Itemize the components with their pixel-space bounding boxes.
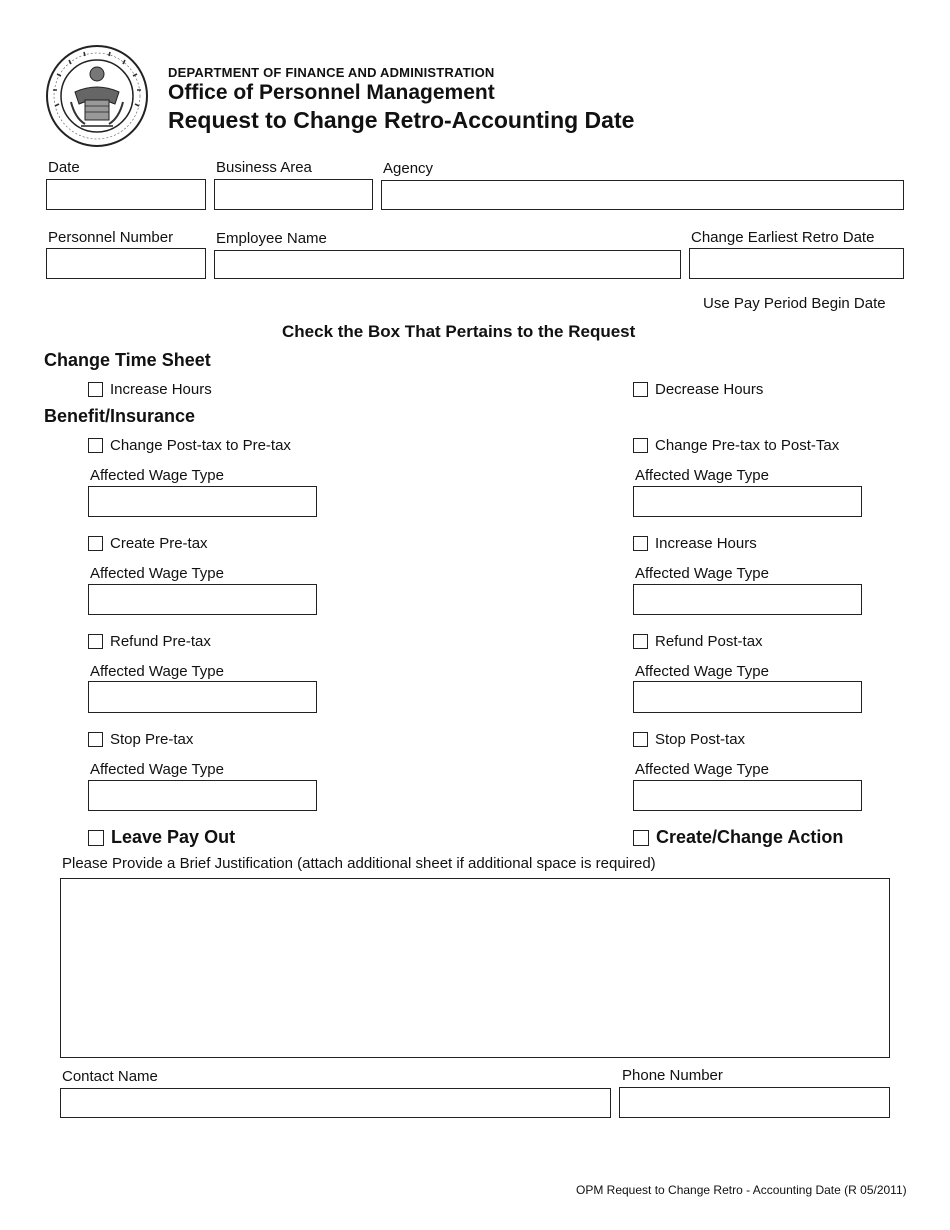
- wage-type-field-post-to-pre[interactable]: [88, 486, 317, 517]
- leave-pay-out-label: Leave Pay Out: [111, 827, 236, 847]
- post-to-pre-tax-option[interactable]: [88, 437, 291, 454]
- wage-type-label: Affected Wage Type: [90, 761, 224, 778]
- wage-type-label: Affected Wage Type: [90, 565, 224, 582]
- agency-label: Agency: [383, 160, 434, 177]
- create-pre-tax-option[interactable]: [88, 535, 208, 552]
- wage-type-label: Affected Wage Type: [635, 761, 769, 778]
- refund-post-tax-label: Refund Post-tax: [655, 633, 763, 650]
- stop-post-tax-checkbox[interactable]: [633, 732, 648, 747]
- contact-name-label: Contact Name: [62, 1068, 158, 1085]
- refund-post-tax-checkbox[interactable]: [633, 634, 648, 649]
- wage-type-field-refund-pre[interactable]: [88, 681, 317, 713]
- business-area-label: Business Area: [216, 159, 312, 176]
- decrease-hours-label: Decrease Hours: [655, 381, 764, 398]
- refund-pre-tax-checkbox[interactable]: [88, 634, 103, 649]
- decrease-hours-checkbox[interactable]: [633, 382, 648, 397]
- increase-hours-label: Increase Hours: [110, 381, 212, 398]
- benefit-increase-hours-option[interactable]: [633, 535, 757, 552]
- earliest-retro-date-label: Change Earliest Retro Date: [691, 229, 875, 246]
- earliest-retro-date-field[interactable]: [689, 248, 904, 279]
- pre-to-post-tax-checkbox[interactable]: [633, 438, 648, 453]
- post-to-pre-tax-label: Change Post-tax to Pre-tax: [110, 437, 291, 454]
- personnel-number-field[interactable]: [46, 248, 206, 279]
- decrease-hours-option[interactable]: [633, 381, 763, 398]
- refund-pre-tax-label: Refund Pre-tax: [110, 633, 211, 650]
- create-pre-tax-label: Create Pre-tax: [110, 535, 208, 552]
- contact-name-field[interactable]: [60, 1088, 611, 1118]
- wage-type-label: Affected Wage Type: [90, 663, 224, 680]
- wage-type-label: Affected Wage Type: [635, 663, 769, 680]
- stop-pre-tax-checkbox[interactable]: [88, 732, 103, 747]
- stop-pre-tax-option[interactable]: [88, 731, 193, 748]
- create-change-action-label: Create/Change Action: [656, 827, 844, 847]
- employee-name-field[interactable]: [214, 250, 681, 279]
- form-title: Request to Change Retro-Accounting Date: [168, 107, 635, 133]
- business-area-field[interactable]: [214, 179, 373, 210]
- create-change-action-checkbox[interactable]: [633, 830, 649, 846]
- wage-type-field-increase-hours[interactable]: [633, 584, 862, 615]
- justification-label: Please Provide a Brief Justification (attach additional sheet if additional space is required): [62, 855, 656, 872]
- pay-period-note: Use Pay Period Begin Date: [703, 295, 886, 312]
- department-heading: DEPARTMENT OF FINANCE AND ADMINISTRATION: [168, 65, 495, 80]
- pre-to-post-tax-label: Change Pre-tax to Post-Tax: [655, 437, 840, 454]
- instruction-heading: Check the Box That Pertains to the Request: [282, 322, 636, 341]
- increase-hours-option[interactable]: [88, 381, 212, 398]
- create-change-action-option[interactable]: [633, 827, 843, 848]
- wage-type-field-refund-post[interactable]: [633, 681, 862, 713]
- wage-type-label: Affected Wage Type: [635, 565, 769, 582]
- create-pre-tax-checkbox[interactable]: [88, 536, 103, 551]
- time-sheet-heading: Change Time Sheet: [44, 350, 211, 370]
- employee-name-label: Employee Name: [216, 230, 327, 247]
- date-field[interactable]: [46, 179, 206, 210]
- stop-pre-tax-label: Stop Pre-tax: [110, 731, 194, 748]
- wage-type-field-create-pre[interactable]: [88, 584, 317, 615]
- wage-type-field-stop-pre[interactable]: [88, 780, 317, 811]
- form-footer: OPM Request to Change Retro - Accounting Date (R 05/2011): [576, 1183, 907, 1197]
- justification-textarea[interactable]: [60, 878, 890, 1058]
- increase-hours-checkbox[interactable]: [88, 382, 103, 397]
- state-seal-logo: [45, 44, 149, 148]
- refund-post-tax-option[interactable]: [633, 633, 763, 650]
- stop-post-tax-option[interactable]: [633, 731, 745, 748]
- leave-pay-out-option[interactable]: [88, 827, 235, 848]
- refund-pre-tax-option[interactable]: [88, 633, 211, 650]
- leave-pay-out-checkbox[interactable]: [88, 830, 104, 846]
- wage-type-field-stop-post[interactable]: [633, 780, 862, 811]
- date-label: Date: [48, 159, 80, 176]
- phone-number-label: Phone Number: [622, 1067, 723, 1084]
- personnel-number-label: Personnel Number: [48, 229, 174, 246]
- wage-type-label: Affected Wage Type: [635, 467, 769, 484]
- stop-post-tax-label: Stop Post-tax: [655, 731, 746, 748]
- benefit-increase-hours-checkbox[interactable]: [633, 536, 648, 551]
- office-heading: Office of Personnel Management: [168, 81, 495, 104]
- benefit-increase-hours-label: Increase Hours: [655, 535, 757, 552]
- phone-number-field[interactable]: [619, 1087, 890, 1118]
- pre-to-post-tax-option[interactable]: [633, 437, 839, 454]
- agency-field[interactable]: [381, 180, 904, 210]
- wage-type-field-pre-to-post[interactable]: [633, 486, 862, 517]
- benefit-heading: Benefit/Insurance: [44, 406, 196, 426]
- post-to-pre-tax-checkbox[interactable]: [88, 438, 103, 453]
- wage-type-label: Affected Wage Type: [90, 467, 224, 484]
